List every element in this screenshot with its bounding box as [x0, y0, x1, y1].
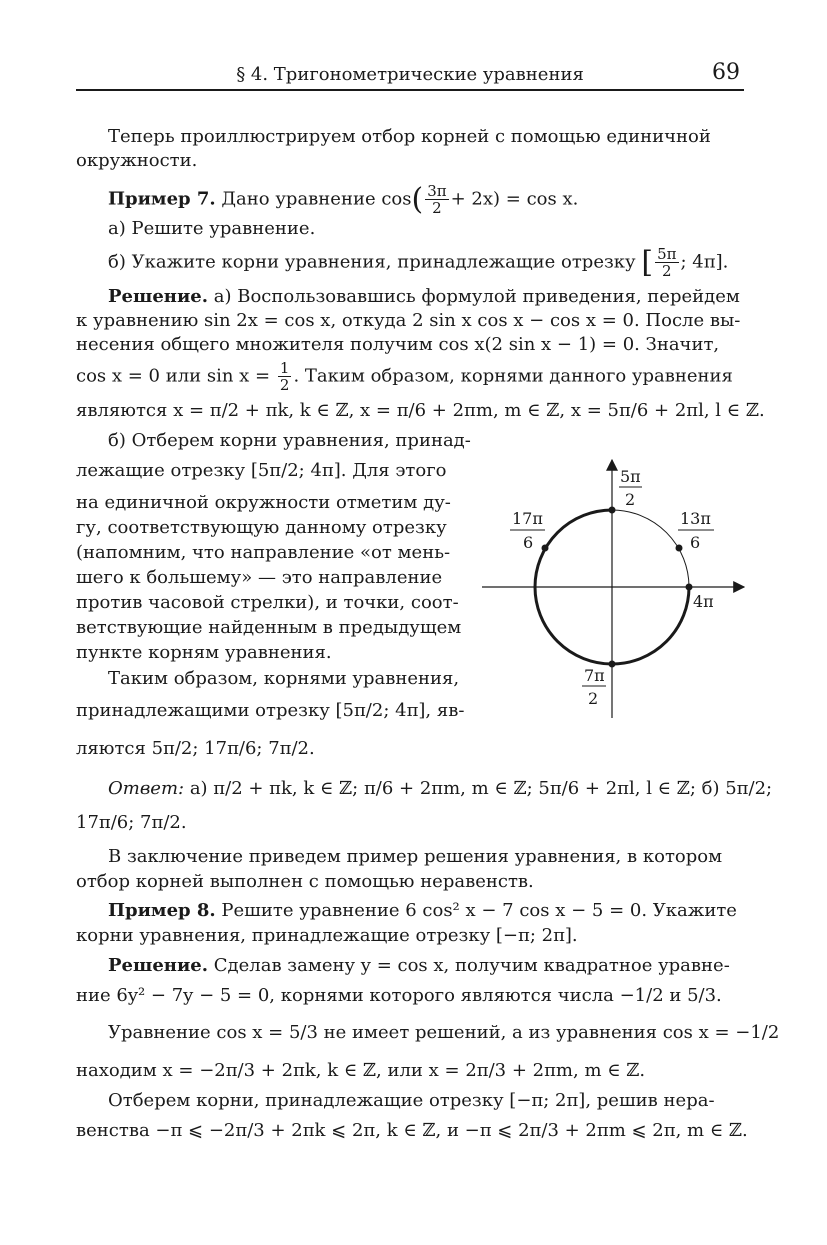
label-right-num: 13π [680, 509, 711, 528]
example-7-label: Пример 7. [108, 188, 216, 210]
example-8-label: Пример 8. [108, 900, 216, 921]
page-number: 69 [712, 60, 740, 85]
example-7-task: Пример 7. Дано уравнение cos( $\frac{3\pi}{2}$ + 2x) = cos x. [108, 181, 579, 217]
label-left-num: 17π [512, 509, 543, 528]
point-right [676, 545, 683, 552]
label-right-den: 6 [690, 533, 701, 552]
example-8-task-2: корни уравнения, принадлежащие отрезку [−π; 2π]. [76, 925, 578, 946]
solution-7-line-2: к уравнению sin 2x = cos x, откуда 2 sin x cos x − cos x = 0. После вы- [76, 310, 741, 331]
part-b-line-7: против часовой стрелки), и точки, соот- [76, 592, 459, 613]
point-left [542, 545, 549, 552]
example-7-task-suffix: + 2x) = cos x. [450, 188, 579, 210]
solution-7-line-5: являются x = π/2 + πk, k ∈ ℤ, x = π/6 + 2πm, m ∈ ℤ, x = 5π/6 + 2πl, l ∈ ℤ. [76, 400, 765, 421]
solution-8-line-4: находим x = −2π/3 + 2πk, k ∈ ℤ, или x = 2π/3 + 2πm, m ∈ ℤ. [76, 1060, 646, 1081]
solution-7-line-1: Решение. а) Воспользовавшись формулой приведения, перейдем [108, 286, 740, 307]
solution-7-line-4: cos x = 0 или sin x = $\frac{1}{2}$ . Таким образом, корнями данного уравнения [76, 359, 733, 394]
solution-8-line-5: Отберем корни, принадлежащие отрезку [−π; 2π], решив нера- [108, 1090, 715, 1111]
unit-circle-diagram [476, 450, 756, 730]
solution-7-label: Решение. [108, 286, 209, 307]
part-b-line-4: гу, соответствующую данному отрезку [76, 517, 447, 538]
label-bottom-num: 7π [584, 666, 605, 685]
part-b-line-5: (напомним, что направление «от мень- [76, 542, 451, 563]
bridge-line-2: отбор корней выполнен с помощью неравенств. [76, 871, 534, 892]
example-7-frac: $\frac{3\pi}{2}$ [427, 182, 447, 217]
part-b-line-3: на единичной окружности отметим ду- [76, 492, 451, 513]
example-7-part-a: а) Решите уравнение. [108, 218, 316, 239]
intro-line-1: Теперь проиллюстрируем отбор корней с помощью единичной [108, 126, 711, 147]
label-left-den: 6 [523, 533, 534, 552]
point-bottom [609, 661, 616, 668]
intro-line-2: окружности. [76, 150, 198, 171]
solution-8-line-2: ние 6y² − 7y − 5 = 0, корнями которого являются числа −1/2 и 5/3. [76, 985, 722, 1006]
part-b-line-2: лежащие отрезку [5π/2; 4π]. Для этого [76, 460, 447, 481]
header-title: § 4. Тригонометрические уравнения [236, 64, 584, 85]
point-top [609, 507, 616, 514]
solution-8-label: Решение. [108, 955, 209, 976]
part-b-line-1: б) Отберем корни уравнения, принад- [108, 430, 471, 451]
part-b-line-9: пункте корням уравнения. [76, 642, 332, 663]
label-top-num: 5π [620, 467, 641, 486]
conclusion-line-3: ляются 5π/2; 17π/6; 7π/2. [76, 738, 315, 759]
example-8-task-1: Пример 8. Решите уравнение 6 cos² x − 7 cos x − 5 = 0. Укажите [108, 900, 737, 921]
answer-line-2: 17π/6; 7π/2. [76, 812, 187, 833]
answer-line-1: Ответ: а) π/2 + πk, k ∈ ℤ; π/6 + 2πm, m ∈ ℤ; 5π/6 + 2πl, l ∈ ℤ; б) 5π/2; [108, 778, 773, 799]
solution-7-line-3: несения общего множителя получим cos x(2 sin x − 1) = 0. Значит, [76, 334, 720, 355]
label-bottom-den: 2 [588, 689, 599, 708]
part-b-line-6: шего к большему» — это направление [76, 567, 443, 588]
part-b-line-8: ветствующие найденным в предыдущем [76, 617, 462, 638]
bridge-line-1: В заключение приведем пример решения уравнения, в котором [108, 846, 723, 867]
label-axis: 4π [693, 592, 714, 611]
solution-8-line-1: Решение. Сделав замену y = cos x, получим квадратное уравне- [108, 955, 730, 976]
example-7-part-b: б) Укажите корни уравнения, принадлежащие отрезку [ $\frac{5\pi}{2}$ ; 4π]. [108, 244, 729, 280]
solution-8-line-3: Уравнение cos x = 5/3 не имеет решений, а из уравнения cos x = −1/2 [108, 1022, 780, 1043]
answer-label: Ответ: [108, 778, 185, 799]
point-axis [686, 584, 693, 591]
solution-8-line-6: венства −π ⩽ −2π/3 + 2πk ⩽ 2π, k ∈ ℤ, и −π ⩽ 2π/3 + 2πm ⩽ 2π, m ∈ ℤ. [76, 1120, 748, 1141]
conclusion-line-2: принадлежащими отрезку [5π/2; 4π], яв- [76, 700, 465, 721]
conclusion-line-1: Таким образом, корнями уравнения, [108, 668, 460, 689]
label-top-den: 2 [625, 490, 636, 509]
example-7-task-prefix: Дано уравнение cos [221, 188, 412, 210]
